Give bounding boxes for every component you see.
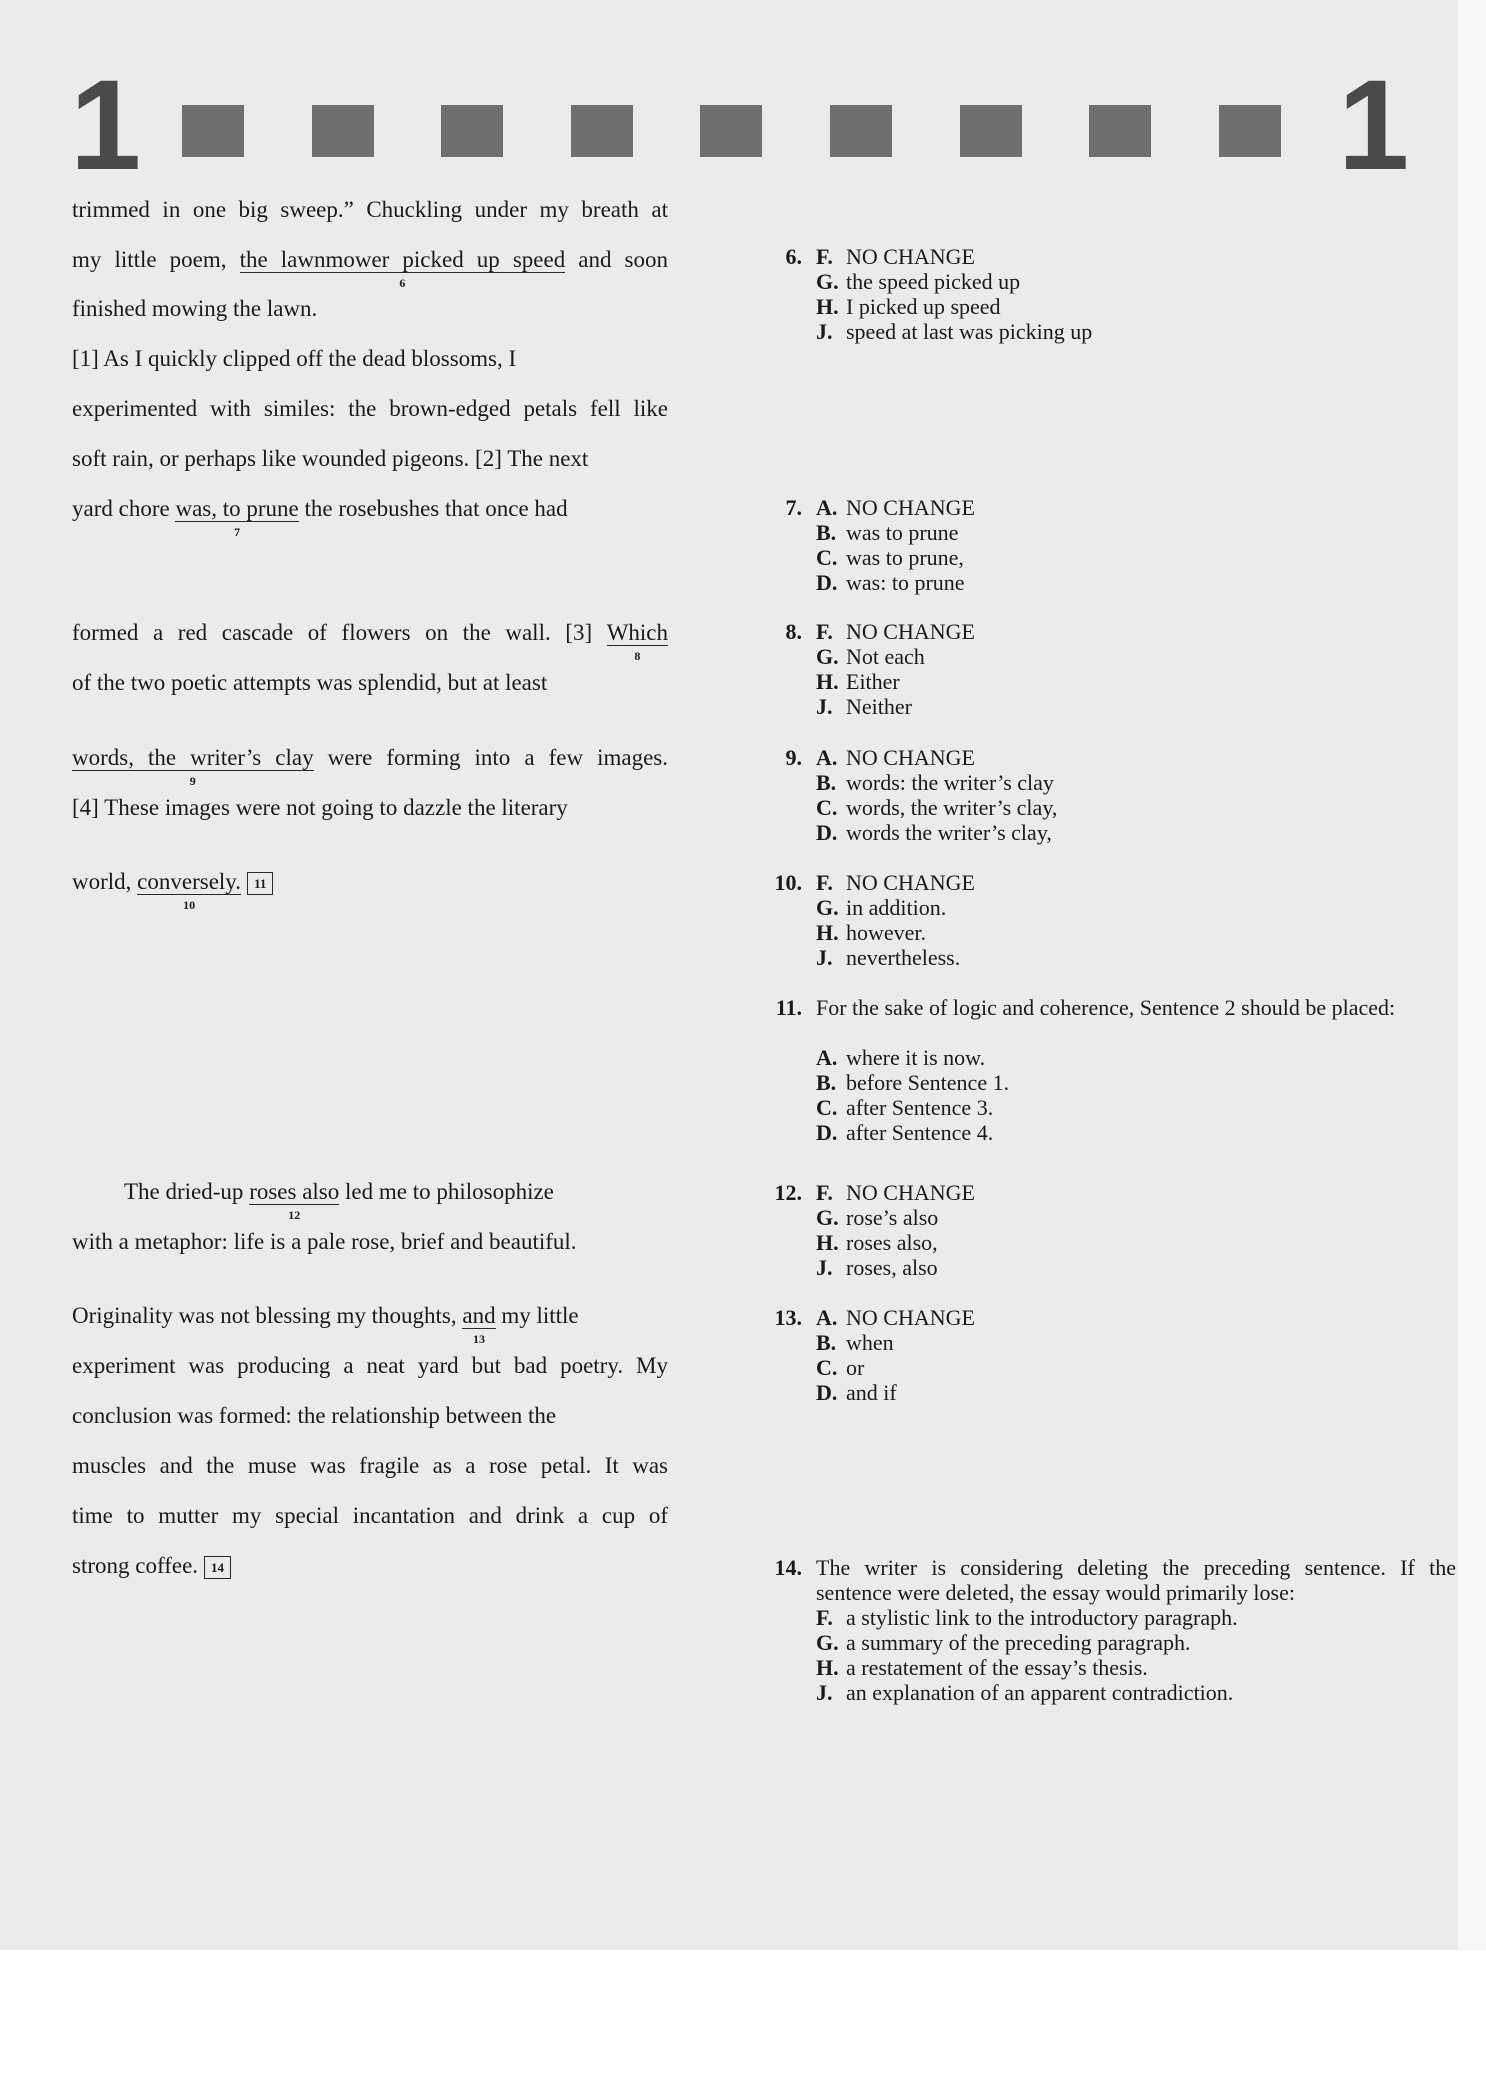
answer-option[interactable] (750, 1680, 1450, 1705)
option-letter: F. (816, 1605, 833, 1630)
option-letter: F. (816, 1180, 833, 1205)
header-square (571, 105, 633, 157)
answer-option[interactable] (750, 1070, 1450, 1095)
passage-line: conclusion was formed: the relationship between the (72, 1403, 557, 1428)
question-number: 7. (785, 495, 802, 520)
question-number: 8. (785, 619, 802, 644)
option-letter: H. (816, 669, 839, 694)
underlined-portion: Which 8 (606, 620, 668, 664)
option-letter: C. (816, 1355, 838, 1380)
answer-option[interactable] (750, 269, 1450, 294)
answer-option[interactable] (750, 1330, 1450, 1355)
question-number: 9. (785, 745, 802, 770)
answer-option[interactable] (750, 1605, 1450, 1630)
answer-option[interactable] (750, 694, 1450, 719)
section-number-right: 1 (1338, 54, 1410, 197)
answer-option[interactable] (750, 619, 1450, 644)
option-letter: B. (816, 1070, 837, 1095)
answer-option[interactable] (750, 920, 1450, 945)
option-text: the speed picked up (846, 269, 1021, 294)
header-square (830, 105, 892, 157)
option-text: when (846, 1330, 894, 1355)
option-text: was to prune (846, 520, 959, 545)
option-letter: D. (816, 570, 838, 595)
underlined-portion: and 13 (462, 1303, 496, 1347)
answer-option[interactable] (750, 495, 1450, 520)
option-text: after Sentence 3. (846, 1095, 994, 1120)
option-text: after Sentence 4. (846, 1120, 994, 1145)
question-stem: For the sake of logic and coherence, Sentence 2 should be placed: (816, 995, 1396, 1020)
header-square (312, 105, 374, 157)
answer-option[interactable] (750, 319, 1450, 344)
option-letter: C. (816, 1095, 838, 1120)
passage-text: and soon (565, 247, 668, 272)
option-letter: J. (816, 694, 833, 719)
answer-option[interactable] (750, 770, 1450, 795)
option-letter: B. (816, 770, 837, 795)
passage-text: were forming into a few images. (313, 745, 668, 770)
option-text: NO CHANGE (846, 1180, 975, 1205)
passage-line: with a metaphor: life is a pale rose, brief and beautiful. (72, 1229, 577, 1254)
answer-option[interactable] (750, 745, 1450, 770)
option-letter: H. (816, 1655, 839, 1680)
header-square (960, 105, 1022, 157)
passage-line: soft rain, or perhaps like wounded pigeons. [2] The next (72, 446, 589, 471)
answer-option[interactable] (750, 545, 1450, 570)
option-letter: G. (816, 644, 839, 669)
question-number: 11. (775, 995, 802, 1020)
passage-text: my little (495, 1303, 579, 1328)
option-text: speed at last was picking up (846, 319, 1093, 344)
option-letter: D. (816, 820, 838, 845)
passage-text: my little poem, (72, 247, 240, 272)
passage-line: [4] These images were not going to dazzle the literary (72, 795, 568, 820)
question-number: 12. (774, 1180, 802, 1205)
option-text: words, the writer’s clay, (846, 795, 1058, 820)
answer-option[interactable] (750, 1305, 1450, 1330)
answer-option[interactable] (750, 570, 1450, 595)
answer-option[interactable] (750, 1655, 1450, 1680)
passage-text: formed a red cascade of flowers on the wall. [3] (72, 620, 607, 645)
option-text: before Sentence 1. (846, 1070, 1010, 1095)
option-text: NO CHANGE (846, 1305, 975, 1330)
option-text: Either (846, 669, 900, 694)
answer-option[interactable] (750, 1095, 1450, 1120)
header-square (700, 105, 762, 157)
answer-option[interactable] (750, 644, 1450, 669)
passage-line: experiment was producing a neat yard but bad poetry. My (72, 1353, 668, 1378)
option-letter: A. (816, 1045, 838, 1070)
option-letter: G. (816, 1630, 839, 1655)
option-text: in addition. (846, 895, 947, 920)
option-letter: B. (816, 520, 837, 545)
option-letter: J. (816, 1680, 833, 1705)
option-letter: G. (816, 1205, 839, 1230)
answer-option[interactable] (750, 795, 1450, 820)
question-reference-number: 12 (288, 1208, 301, 1223)
question-reference-number: 8 (634, 649, 641, 664)
option-text: and if (846, 1380, 897, 1405)
option-letter: J. (816, 1255, 833, 1280)
option-letter: G. (816, 895, 839, 920)
answer-option[interactable] (750, 1230, 1450, 1255)
option-letter: J. (816, 319, 833, 344)
option-text: words: the writer’s clay (846, 770, 1054, 795)
passage-line (124, 1179, 554, 1223)
option-letter: A. (816, 1305, 838, 1330)
passage-line: finished mowing the lawn. (72, 296, 318, 321)
option-text: roses, also (846, 1255, 938, 1280)
boxed-question-number: 14 (204, 1556, 231, 1579)
passage-line: [1] As I quickly clipped off the dead blossoms, I (72, 346, 517, 371)
option-letter: H. (816, 294, 839, 319)
option-text: was to prune, (846, 545, 964, 570)
section-number-left: 1 (70, 54, 142, 197)
option-text: Neither (846, 694, 912, 719)
header-square (182, 105, 244, 157)
passage-line: muscles and the muse was fragile as a rose petal. It was (72, 1453, 668, 1478)
passage-text: led me to philosophize (339, 1179, 554, 1204)
underlined-portion: words, the writer’s clay 9 (72, 745, 314, 789)
passage-text: Originality was not blessing my thoughts, (72, 1303, 463, 1328)
underlined-portion: was, to prune 7 (175, 496, 299, 540)
passage-line (72, 745, 668, 789)
passage-text: yard chore (72, 496, 176, 521)
option-letter: D. (816, 1120, 838, 1145)
option-text: NO CHANGE (846, 244, 975, 269)
header-square (1089, 105, 1151, 157)
option-letter: A. (816, 495, 838, 520)
passage-line (72, 620, 668, 664)
passage-line (72, 869, 273, 913)
passage-line: experimented with similes: the brown-edged petals fell like (72, 396, 668, 421)
answer-option[interactable] (750, 1205, 1450, 1230)
option-text: a stylistic link to the introductory paragraph. (846, 1605, 1238, 1630)
passage-line: time to mutter my special incantation and drink a cup of (72, 1503, 668, 1528)
question-reference-number: 13 (472, 1332, 485, 1347)
option-letter: H. (816, 1230, 839, 1255)
passage-line (72, 1303, 579, 1347)
question-number: 10. (774, 870, 802, 895)
option-letter: C. (816, 545, 838, 570)
passage-line: trimmed in one big sweep.” Chuckling under my breath at (72, 197, 668, 222)
question-number: 6. (785, 244, 802, 269)
header-square (441, 105, 503, 157)
passage-line (72, 247, 668, 291)
option-letter: F. (816, 619, 833, 644)
question-stem: The writer is considering deleting the preceding sentence. If the sentence were deleted, the essay would primarily lose: (816, 1555, 1456, 1605)
answer-option[interactable] (750, 1045, 1450, 1070)
option-text: NO CHANGE (846, 495, 975, 520)
passage-text: The dried-up (124, 1179, 250, 1204)
answer-option[interactable] (750, 1120, 1450, 1145)
option-text: Not each (846, 644, 925, 669)
answer-option[interactable] (750, 895, 1450, 920)
answer-option[interactable] (750, 1355, 1450, 1380)
answer-option[interactable] (750, 294, 1450, 319)
option-text: roses also, (846, 1230, 938, 1255)
passage-line (72, 1554, 231, 1579)
option-text: rose’s also (846, 1205, 939, 1230)
passage-text: strong coffee. (72, 1553, 199, 1578)
header-square (1219, 105, 1281, 157)
option-text: where it is now. (846, 1045, 986, 1070)
answer-option[interactable] (750, 945, 1450, 970)
answer-option[interactable] (750, 1180, 1450, 1205)
question-number: 13. (774, 1305, 802, 1330)
answer-option[interactable] (750, 1380, 1450, 1405)
option-letter: G. (816, 269, 839, 294)
question-number: 14. (774, 1555, 802, 1580)
option-letter: F. (816, 244, 833, 269)
answer-option[interactable] (750, 870, 1450, 895)
option-text: was: to prune (846, 570, 965, 595)
option-text: an explanation of an apparent contradiction. (846, 1680, 1234, 1705)
option-text: a summary of the preceding paragraph. (846, 1630, 1191, 1655)
underlined-portion: the lawnmower picked up speed 6 (239, 247, 566, 291)
answer-option[interactable] (750, 1255, 1450, 1280)
option-letter: C. (816, 795, 838, 820)
boxed-question-number: 11 (247, 872, 273, 895)
option-letter: F. (816, 870, 833, 895)
question-reference-number: 10 (183, 898, 196, 913)
answer-option[interactable] (750, 820, 1450, 845)
option-text: nevertheless. (846, 945, 961, 970)
passage-line: of the two poetic attempts was splendid, but at least (72, 670, 548, 695)
answer-option[interactable] (750, 1630, 1450, 1655)
answer-option[interactable] (750, 669, 1450, 694)
option-letter: H. (816, 920, 839, 945)
option-letter: B. (816, 1330, 837, 1355)
answer-option[interactable] (750, 244, 1450, 269)
question-reference-number: 7 (234, 525, 241, 540)
option-text: words the writer’s clay, (846, 820, 1052, 845)
answer-option[interactable] (750, 520, 1450, 545)
option-text: NO CHANGE (846, 619, 975, 644)
option-text: NO CHANGE (846, 870, 975, 895)
question-reference-number: 9 (189, 774, 196, 789)
option-text: I picked up speed (846, 294, 1001, 319)
option-text: however. (846, 920, 927, 945)
passage-text: world, (72, 869, 138, 894)
option-text: NO CHANGE (846, 745, 975, 770)
page-edge (1458, 0, 1486, 1950)
option-letter: J. (816, 945, 833, 970)
underlined-portion: roses also 12 (249, 1179, 340, 1223)
option-text: a restatement of the essay’s thesis. (846, 1655, 1148, 1680)
question-reference-number: 6 (399, 276, 406, 291)
option-letter: A. (816, 745, 838, 770)
option-letter: D. (816, 1380, 838, 1405)
option-text: or (846, 1355, 865, 1380)
underlined-portion: conversely. 10 (137, 869, 242, 913)
passage-text: the rosebushes that once had (298, 496, 568, 521)
passage-line (72, 496, 568, 540)
